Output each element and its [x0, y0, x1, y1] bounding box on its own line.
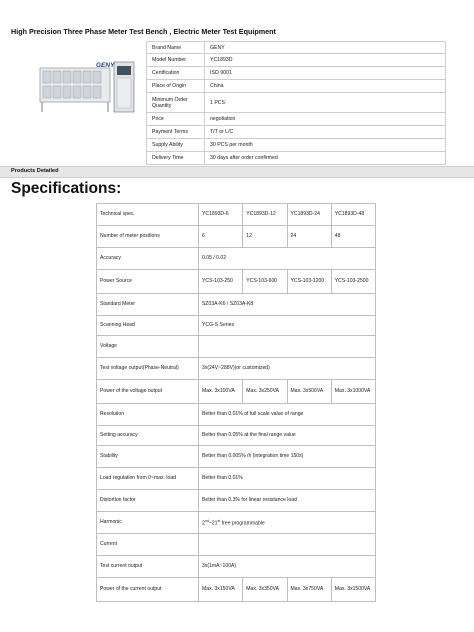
spec-row	[97, 404, 376, 426]
spec-header-cell: YC1893D-6	[199, 204, 243, 226]
spec-row	[97, 316, 376, 336]
harmonic-tail: free programmable	[220, 520, 265, 527]
spec-value	[199, 534, 376, 556]
info-key: Brand Name	[147, 42, 205, 54]
spec-header-row	[97, 204, 376, 226]
spec-row	[97, 556, 376, 578]
products-detailed-bar	[0, 166, 474, 178]
spec-header-cell: Technical spec.	[97, 204, 199, 226]
spec-label: Power of the current output	[97, 578, 199, 602]
info-key: Place of Origin	[147, 80, 205, 93]
info-value: 1 PCS	[205, 93, 446, 113]
spec-label: Test current output	[97, 556, 199, 578]
info-row	[147, 67, 446, 80]
spec-value: Max. 3x1500VA	[331, 578, 375, 602]
spec-value: Better than 0.05% at the final range value	[199, 426, 376, 446]
spec-row	[97, 270, 376, 294]
harmonic-sup-2: st	[217, 518, 221, 523]
product-info-table	[146, 41, 446, 165]
harmonic-mid: ~21	[208, 520, 218, 527]
spec-value: Max. 3x750VA	[287, 578, 331, 602]
info-value: China	[205, 80, 446, 93]
spec-row	[97, 512, 376, 534]
spec-value: 24	[287, 226, 331, 248]
spec-header-cell: YC1893D-48	[331, 204, 375, 226]
info-value: 30 days after order confirmed	[205, 152, 446, 165]
spec-value: Max. 3x350VA	[243, 578, 287, 602]
spec-label: Current	[97, 534, 199, 556]
spec-value: Better than 0.005% /h (integration time 150s)	[199, 446, 376, 468]
brand-logo: GENY	[96, 62, 115, 69]
spec-value: Max. 3x1000VA	[331, 380, 375, 404]
info-value: 30 PCS per month	[205, 139, 446, 152]
info-value: ISO 9001	[205, 67, 446, 80]
spec-value: 0.05 / 0.02	[199, 248, 376, 270]
spec-row	[97, 490, 376, 512]
spec-value: YCS-103-2500	[331, 270, 375, 294]
specifications-heading: Specifications:	[11, 180, 122, 197]
info-row	[147, 113, 446, 126]
info-key: Payment Terms	[147, 126, 205, 139]
spec-row	[97, 380, 376, 404]
spec-label: Test voltage output(Phase-Neutral)	[97, 358, 199, 380]
spec-value: SZ03A-K6 / SZ03A-K8	[199, 294, 376, 316]
info-key: Price	[147, 113, 205, 126]
info-row	[147, 54, 446, 67]
product-image	[34, 58, 138, 114]
spec-row	[97, 336, 376, 358]
spec-row	[97, 468, 376, 490]
info-row	[147, 152, 446, 165]
specifications-table	[96, 203, 376, 602]
spec-value: 6	[199, 226, 243, 248]
spec-row	[97, 294, 376, 316]
info-row	[147, 93, 446, 113]
spec-value: YCS-103-1200	[287, 270, 331, 294]
spec-value: Max. 3x150VA	[199, 578, 243, 602]
spec-label: Power Source	[97, 270, 199, 294]
info-key: Certification	[147, 67, 205, 80]
spec-value: 12	[243, 226, 287, 248]
spec-row	[97, 578, 376, 602]
info-row	[147, 80, 446, 93]
spec-label: Load regulation from 0~max. load	[97, 468, 199, 490]
spec-value: 3x(1mA~100A)	[199, 556, 376, 578]
spec-label: Resolution	[97, 404, 199, 426]
harmonic-sup-1: nd	[204, 518, 209, 523]
spec-value: Better than 0.3% for linear resistance load	[199, 490, 376, 512]
spec-value: Max. 3x100VA	[199, 380, 243, 404]
spec-row	[97, 534, 376, 556]
spec-value: YCS-103-600	[243, 270, 287, 294]
spec-value: 3x(24V~288V)(or customized)	[199, 358, 376, 380]
spec-row	[97, 426, 376, 446]
spec-label: Distortion factor	[97, 490, 199, 512]
spec-label: Accuracy	[97, 248, 199, 270]
spec-row	[97, 446, 376, 468]
info-row	[147, 139, 446, 152]
spec-label: Stability	[97, 446, 199, 468]
spec-label: Scanning Head	[97, 316, 199, 336]
info-value: YC1893D	[205, 54, 446, 67]
spec-value: Better than 0.01%	[199, 468, 376, 490]
spec-header-cell: YC1893D-24	[287, 204, 331, 226]
spec-row	[97, 226, 376, 248]
info-key: Supply Ability	[147, 139, 205, 152]
spec-value: YCS-103-250	[199, 270, 243, 294]
spec-label: Power of the voltage output	[97, 380, 199, 404]
info-value: T/T or L/C	[205, 126, 446, 139]
info-key: Minimum Order Quantity	[147, 93, 205, 113]
spec-header-cell: YC1893D-12	[243, 204, 287, 226]
spec-label: Setting accuracy	[97, 426, 199, 446]
products-detailed-label: Products Detailed	[11, 168, 59, 174]
spec-label: Number of meter positions	[97, 226, 199, 248]
spec-label: Harmonic	[97, 512, 199, 534]
harmonic-lead: 2	[202, 520, 205, 527]
info-key: Model Number	[147, 54, 205, 67]
spec-value: YCG-S Series	[199, 316, 376, 336]
info-key: Delivery Time	[147, 152, 205, 165]
info-value: negotiation	[205, 113, 446, 126]
spec-value: Better than 0.01% of full scale value of range	[199, 404, 376, 426]
spec-value	[199, 512, 376, 534]
info-row	[147, 42, 446, 54]
spec-value	[199, 336, 376, 358]
spec-value: Max. 3x250VA	[243, 380, 287, 404]
spec-row	[97, 248, 376, 270]
info-row	[147, 126, 446, 139]
page-title: High Precision Three Phase Meter Test Bench , Electric Meter Test Equipment	[11, 27, 276, 36]
spec-label: Voltage	[97, 336, 199, 358]
spec-value: 48	[331, 226, 375, 248]
spec-row	[97, 358, 376, 380]
spec-label: Standard Meter	[97, 294, 199, 316]
spec-value: Max. 3x500VA	[287, 380, 331, 404]
info-value: GENY	[205, 42, 446, 54]
